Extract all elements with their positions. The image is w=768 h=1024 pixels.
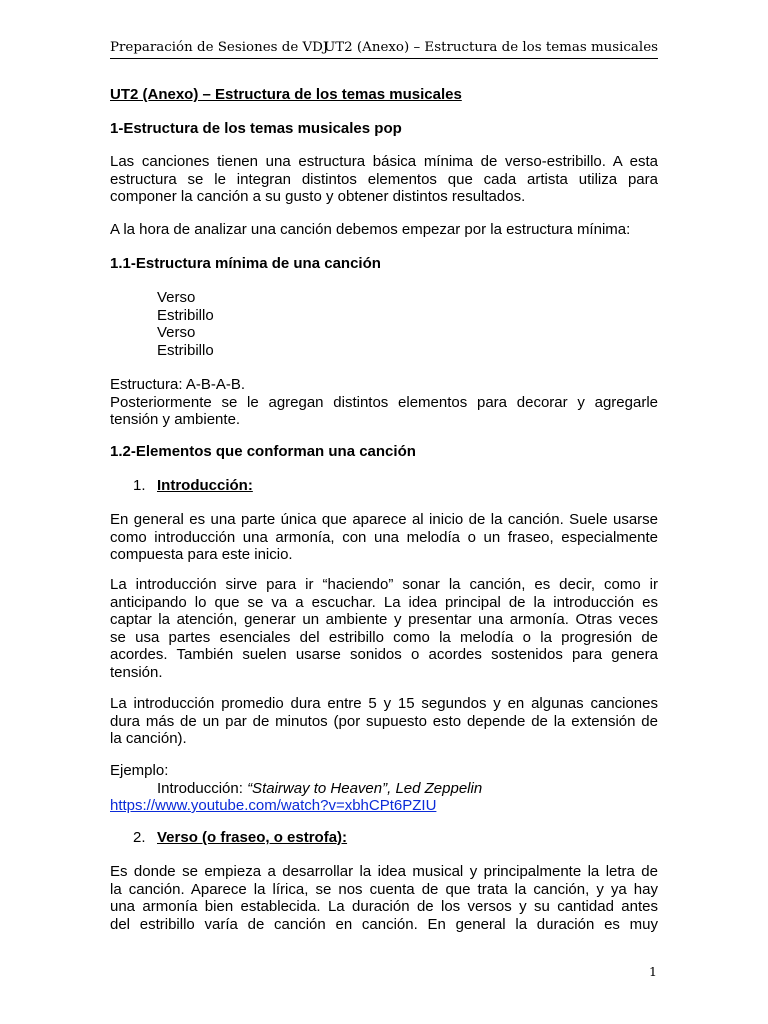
section-1-paragraph-2: A la hora de analizar una canción debemos empezar por la estructura mínima:: [110, 221, 631, 238]
youtube-link[interactable]: https://www.youtube.com/watch?v=xbhCPt6PZIU: [110, 797, 437, 814]
text-line: la canción).: [110, 730, 187, 747]
text-line: del estribillo varía de canción en canción. En general la duración es muy: [110, 915, 658, 933]
text-line: anticipando lo que se va a escuchar. La idea principal de la introducción es: [110, 593, 658, 611]
example-label: Ejemplo:: [110, 762, 169, 779]
text-line: La introducción promedio dura entre 5 y 15 segundos y en algunas canciones: [110, 695, 658, 712]
list-item-introduccion: [110, 477, 253, 495]
intro-example: [110, 762, 658, 815]
text-line: La introducción sirve para ir “haciendo” sonar la canción, es decir, como ir: [110, 576, 658, 593]
text-line: una armonía bien establecida. La duración de los versos y su cantidad antes: [110, 898, 658, 915]
text-line: En general es una parte única que aparece al inicio de la canción. Suele usarse: [110, 511, 658, 528]
example-link-line: [110, 797, 658, 815]
text-line: la canción. Aparece la lírica, se nos cuenta de que trata la canción, y ya hay: [110, 880, 658, 898]
text-line: tensión y ambiente.: [110, 411, 241, 428]
list-item-verso: [110, 829, 347, 847]
item-label: Introducción:: [157, 477, 253, 494]
list-item: Verso: [157, 324, 196, 341]
section-1-heading: 1-Estructura de los temas musicales pop: [110, 120, 402, 137]
text-line: compuesta para este inicio.: [110, 546, 293, 563]
list-item: Verso: [157, 289, 196, 306]
intro-paragraph-3: [110, 695, 658, 748]
section-1-1-heading: 1.1-Estructura mínima de una canción: [110, 255, 381, 272]
document-title: UT2 (Anexo) – Estructura de los temas musicales: [110, 86, 462, 103]
example-line: [110, 780, 658, 798]
text-line: dura más de un par de minutos (por supuesto esto depende de la extensión de: [110, 712, 658, 730]
running-header: [110, 40, 658, 62]
list-item: Estribillo: [157, 306, 214, 324]
text-line: componer la canción a su gusto y obtener distintos resultados.: [110, 188, 526, 205]
minimal-structure-list: [110, 289, 214, 359]
header-rule: [110, 58, 658, 59]
item-label: Verso (o fraseo, o estrofa):: [157, 829, 348, 846]
intro-paragraph-2: [110, 576, 658, 681]
text-line: se usa partes esenciales del estribillo como la melodía o la progresión de: [110, 628, 658, 646]
structure-text: Estructura: A-B-A-B.: [110, 376, 246, 393]
example-prefix: Introducción:: [157, 779, 248, 797]
text-line: Las canciones tienen una estructura básica mínima de verso-estribillo. A esta: [110, 153, 658, 170]
item-number: 1.: [133, 477, 146, 494]
section-1-paragraph-1: [110, 153, 658, 206]
text-line: acordes. También suelen usarse sonidos o acordes sostenidos para genera: [110, 646, 658, 663]
header-left-text: Preparación de Sesiones de VDJ: [110, 40, 329, 55]
structure-paragraph: [110, 376, 658, 429]
text-line: captar la atención, generar un ambiente y presentar una armonía. Otras veces: [110, 611, 658, 628]
list-item: Estribillo: [157, 341, 214, 359]
section-1-2-heading: 1.2-Elementos que conforman una canción: [110, 443, 416, 460]
header-right-text: UT2 (Anexo) – Estructura de los temas musicales: [323, 40, 658, 55]
text-line: estructura se le integran distintos elementos que cada artista utiliza para: [110, 170, 658, 188]
page-number: 1: [649, 964, 657, 979]
text-line: como introducción una armonía, con una melodía o un fraseo, especialmente: [110, 528, 658, 546]
text-line: Es donde se empieza a desarrollar la idea musical y principalmente la letra de: [110, 863, 658, 880]
example-song: “Stairway to Heaven”, Led Zeppelin: [247, 779, 483, 797]
text-line: tensión.: [110, 663, 163, 681]
intro-paragraph-1: [110, 511, 658, 564]
verso-paragraph: [110, 863, 658, 933]
item-number: 2.: [133, 829, 146, 846]
text-line: Posteriormente se le agregan distintos elementos para decorar y agregarle: [110, 393, 658, 411]
